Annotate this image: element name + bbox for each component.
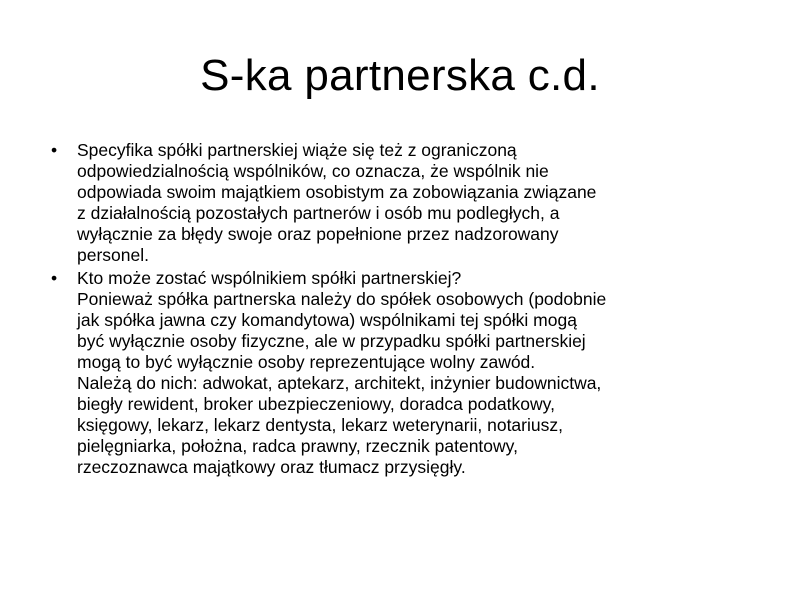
bullet-text-line: mogą to być wyłącznie osoby reprezentujące wolny zawód.	[77, 352, 536, 372]
bullet-text-line: być wyłącznie osoby fizyczne, ale w przypadku spółki partnerskiej	[77, 331, 586, 351]
slide-title: S-ka partnerska c.d.	[200, 51, 600, 100]
bullet-text-line: wyłącznie za błędy swoje oraz popełnione przez nadzorowany	[77, 224, 559, 244]
bullet-text-line: odpowiada swoim majątkiem osobistym za zobowiązania związane	[77, 182, 597, 202]
bullet-text-line: Ponieważ spółka partnerska należy do spółek osobowych (podobnie	[77, 289, 607, 309]
bullet-text-line: jak spółka jawna czy komandytowa) wspólnikami tej spółki mogą	[77, 310, 577, 330]
bullet-text-line: personel.	[77, 245, 149, 265]
bullet-text-line: rzeczoznawca majątkowy oraz tłumacz przysięgły.	[77, 457, 466, 477]
bullet-text-line: księgowy, lekarz, lekarz dentysta, lekarz weterynarii, notariusz,	[77, 415, 563, 435]
bullet-text-line: z działalnością pozostałych partnerów i osób mu podległych, a	[77, 203, 560, 223]
bullet-dot-icon: •	[51, 268, 58, 288]
bullet-item-liability	[45, 140, 765, 266]
bullet-item-partners	[45, 268, 765, 478]
bullet-text-line: biegły rewident, broker ubezpieczeniowy, doradca podatkowy,	[77, 394, 555, 414]
bullet-text-line: Należą do nich: adwokat, aptekarz, architekt, inżynier budownictwa,	[77, 373, 602, 393]
bullet-text-line: odpowiedzialnością wspólników, co oznacza, że wspólnik nie	[77, 161, 549, 181]
bullet-text-line: pielęgniarka, położna, radca prawny, rzecznik patentowy,	[77, 436, 518, 456]
bullet-dot-icon: •	[51, 140, 58, 160]
bullet-text-line: Kto może zostać wspólnikiem spółki partnerskiej?	[77, 268, 462, 288]
bullet-list	[45, 140, 765, 480]
bullet-text-line: Specyfika spółki partnerskiej wiąże się też z ograniczoną	[77, 140, 517, 160]
